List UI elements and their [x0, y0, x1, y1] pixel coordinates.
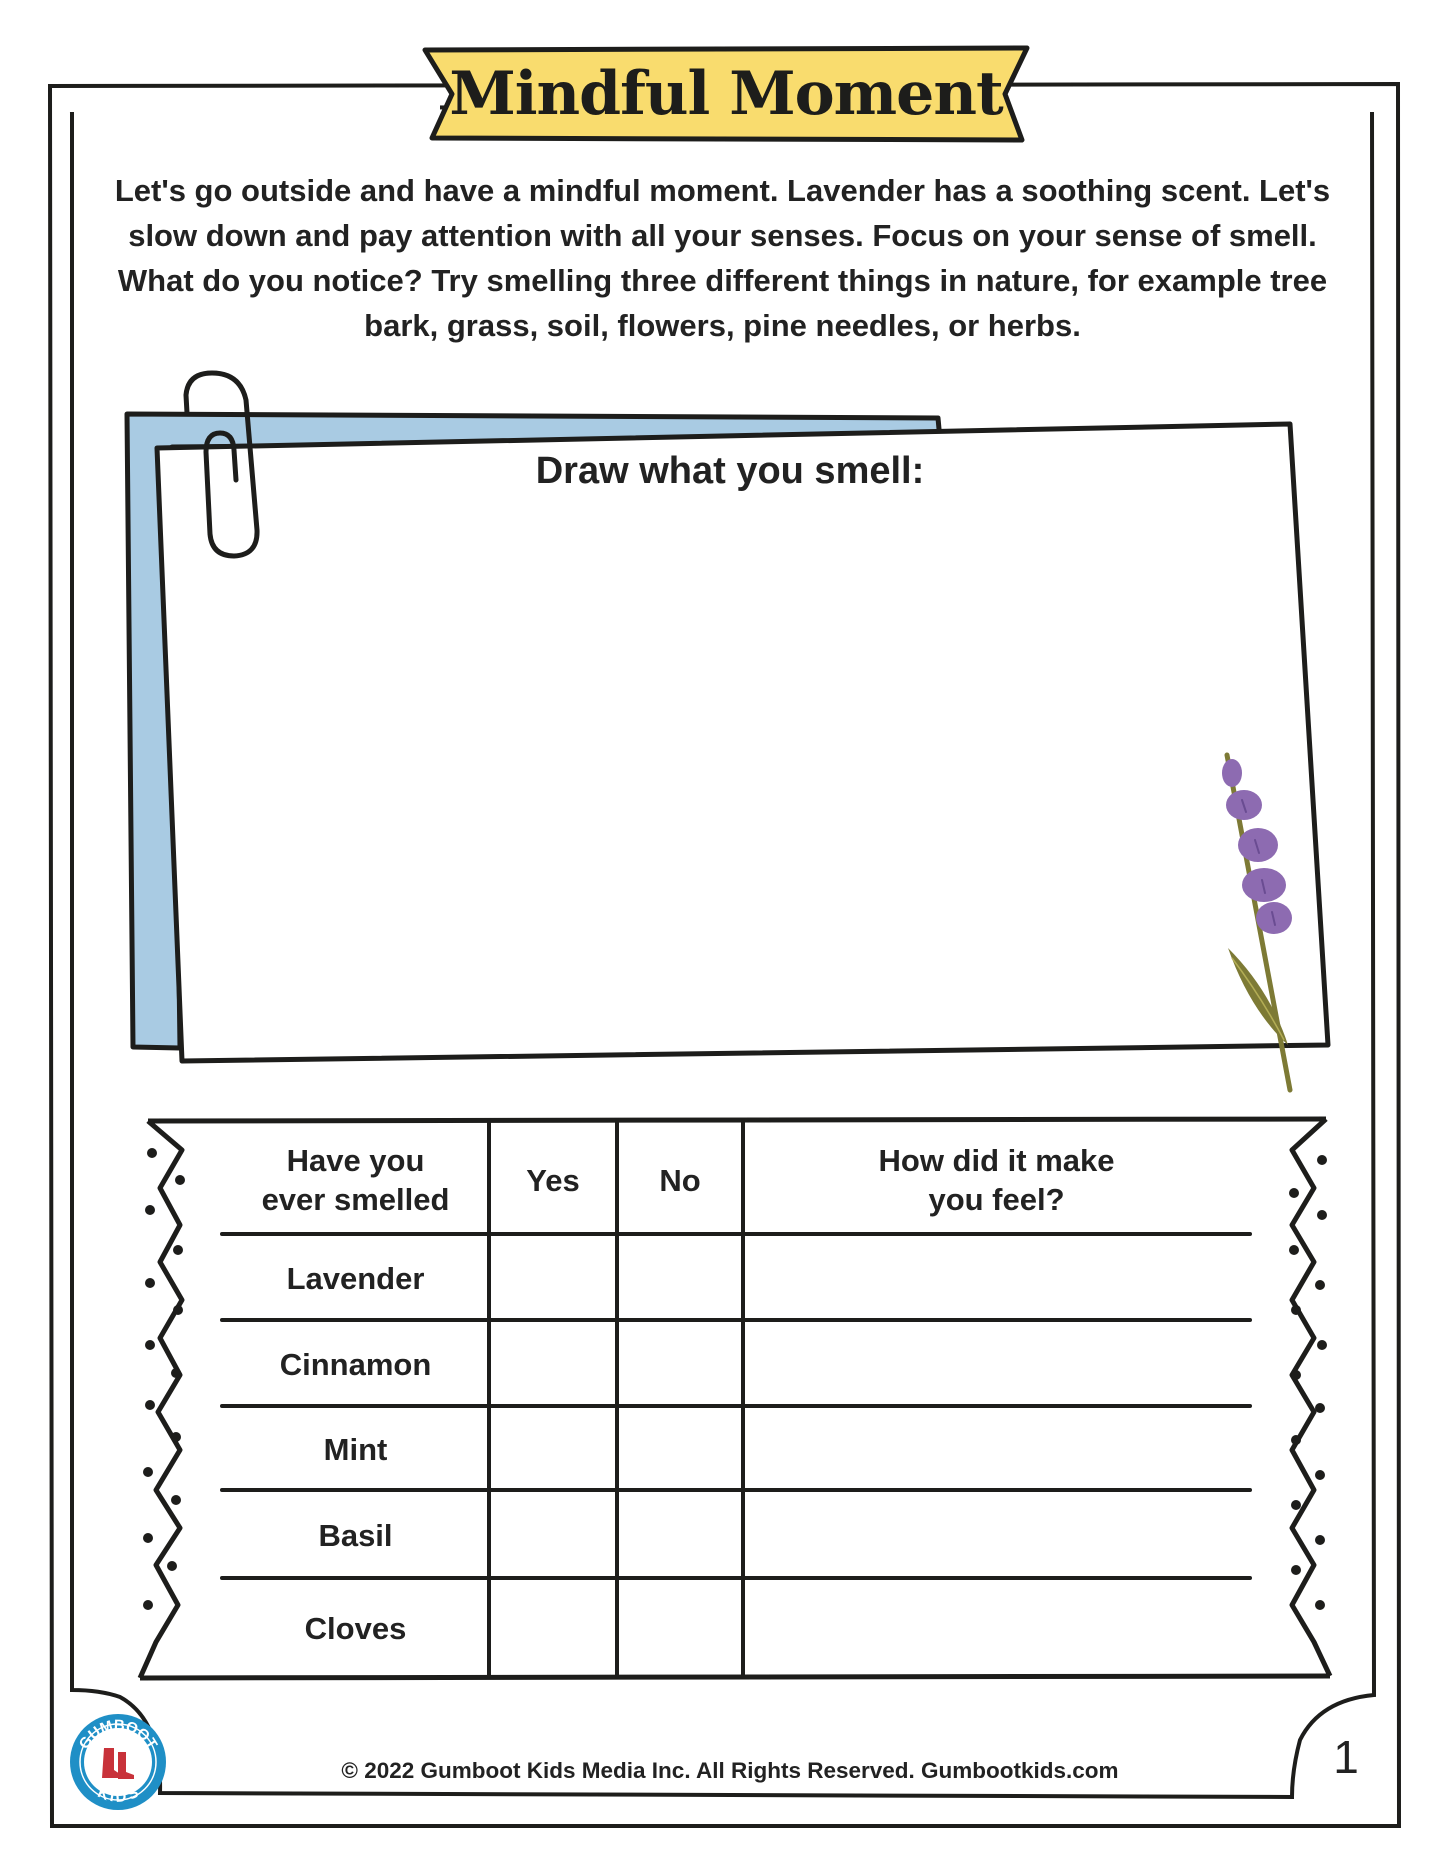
- page-number: 1: [1333, 1731, 1359, 1783]
- intro-text: Let's go outside and have a mindful moment. Lavender has a soothing scent. Let's slow down and pay attention with all your senses. Focus on your sense of smell. What do you notice? Try smelling three different things in nature, for example tree bark, grass, soil, flowers, pine needles, or herbs.: [114, 173, 1331, 343]
- row-label-lavender: Lavender: [286, 1260, 425, 1296]
- svg-text:KIDS: KIDS: [95, 1784, 142, 1806]
- svg-text:GUMBOOT: GUMBOOT: [75, 1716, 161, 1753]
- copyright-text: © 2022 Gumboot Kids Media Inc. All Rights Reserved. Gumbootkids.com: [341, 1758, 1119, 1783]
- checkbox-lavender-yes[interactable]: [491, 1236, 615, 1320]
- feeling-cloves-field[interactable]: [745, 1580, 1250, 1676]
- header-no: No: [659, 1162, 701, 1198]
- checkbox-basil-no[interactable]: [619, 1492, 741, 1578]
- drawing-area[interactable]: [175, 520, 1295, 1040]
- checkbox-mint-yes[interactable]: [491, 1408, 615, 1490]
- row-label-basil: Basil: [318, 1517, 393, 1553]
- feeling-mint-field[interactable]: [745, 1408, 1250, 1490]
- feeling-basil-field[interactable]: [745, 1492, 1250, 1578]
- checkbox-cloves-yes[interactable]: [491, 1580, 615, 1676]
- checkbox-basil-yes[interactable]: [491, 1492, 615, 1578]
- checkbox-mint-no[interactable]: [619, 1408, 741, 1490]
- header-yes: Yes: [526, 1162, 580, 1198]
- header-feeling: How did it make you feel?: [878, 1143, 1115, 1217]
- checkbox-cinnamon-no[interactable]: [619, 1322, 741, 1406]
- checkbox-cinnamon-yes[interactable]: [491, 1322, 615, 1406]
- checkbox-cloves-no[interactable]: [619, 1580, 741, 1676]
- checkbox-lavender-no[interactable]: [619, 1236, 741, 1320]
- row-label-cinnamon: Cinnamon: [279, 1346, 432, 1382]
- page-title: Mindful Moment: [449, 59, 1003, 129]
- feeling-cinnamon-field[interactable]: [745, 1322, 1250, 1406]
- row-label-mint: Mint: [323, 1431, 388, 1467]
- header-have-you-smelled: Have you ever smelled: [261, 1143, 450, 1217]
- gumboot-kids-logo: [68, 1712, 168, 1812]
- drawing-prompt: Draw what you smell:: [535, 450, 925, 492]
- row-label-cloves: Cloves: [304, 1610, 407, 1646]
- feeling-lavender-field[interactable]: [745, 1236, 1250, 1320]
